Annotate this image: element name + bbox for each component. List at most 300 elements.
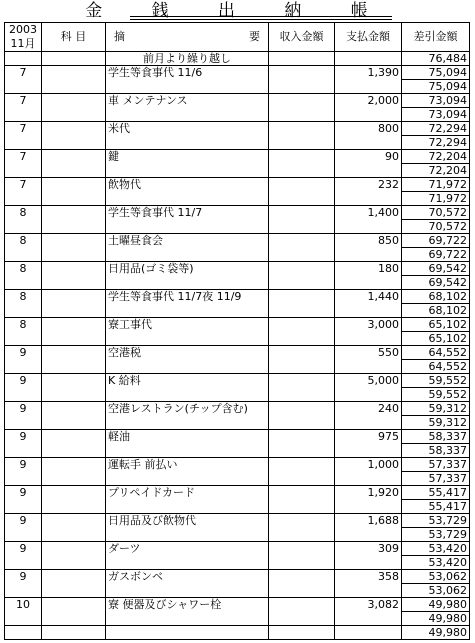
balance-cell: 64,552 bbox=[402, 346, 470, 360]
empty-cell bbox=[42, 192, 106, 206]
table-row-carry bbox=[5, 304, 470, 318]
empty-cell bbox=[42, 80, 106, 94]
description-cell bbox=[106, 626, 269, 640]
empty-cell bbox=[106, 444, 269, 458]
carried-balance-cell: 68,102 bbox=[402, 304, 470, 318]
description-cell: ガスボンベ bbox=[106, 570, 269, 584]
carried-balance-cell: 59,552 bbox=[402, 388, 470, 402]
description-cell: 飲物代 bbox=[106, 178, 269, 192]
description-header-right: 要 bbox=[249, 30, 260, 43]
table-row-carry bbox=[5, 500, 470, 514]
balance-cell: 75,094 bbox=[402, 66, 470, 80]
empty-cell bbox=[106, 388, 269, 402]
empty-cell bbox=[335, 444, 402, 458]
empty-cell bbox=[106, 80, 269, 94]
balance-cell: 72,204 bbox=[402, 150, 470, 164]
empty-cell bbox=[106, 108, 269, 122]
empty-cell bbox=[335, 192, 402, 206]
empty-cell bbox=[335, 304, 402, 318]
table-row bbox=[5, 94, 470, 108]
month-cell: 9 bbox=[5, 570, 42, 584]
description-cell: 車 メンテナンス bbox=[106, 94, 269, 108]
empty-cell bbox=[5, 556, 42, 570]
expense-cell: 5,000 bbox=[335, 374, 402, 388]
balance-cell: 53,729 bbox=[402, 514, 470, 528]
expense-cell: 1,688 bbox=[335, 514, 402, 528]
income-cell bbox=[269, 598, 335, 612]
account-cell bbox=[42, 122, 106, 136]
month-cell: 8 bbox=[5, 318, 42, 332]
empty-cell bbox=[269, 220, 335, 234]
month-cell bbox=[5, 626, 42, 640]
table-row bbox=[5, 290, 470, 304]
table-row-carry bbox=[5, 136, 470, 150]
expense-cell: 1,920 bbox=[335, 486, 402, 500]
account-cell bbox=[42, 150, 106, 164]
empty-cell bbox=[335, 108, 402, 122]
table-row-carry bbox=[5, 164, 470, 178]
table-row-carry bbox=[5, 248, 470, 262]
empty-cell bbox=[42, 444, 106, 458]
income-cell bbox=[269, 346, 335, 360]
expense-header: 支払金額 bbox=[335, 23, 402, 52]
balance-cell: 59,312 bbox=[402, 402, 470, 416]
empty-cell bbox=[269, 108, 335, 122]
empty-cell bbox=[106, 500, 269, 514]
month-cell: 7 bbox=[5, 178, 42, 192]
account-cell bbox=[42, 570, 106, 584]
table-row bbox=[5, 570, 470, 584]
table-row bbox=[5, 66, 470, 80]
table-row-carry bbox=[5, 612, 470, 626]
balance-cell: 72,294 bbox=[402, 122, 470, 136]
empty-cell bbox=[5, 360, 42, 374]
balance-cell: 53,420 bbox=[402, 542, 470, 556]
table-row-carry bbox=[5, 108, 470, 122]
carried-balance-cell: 49,980 bbox=[402, 612, 470, 626]
balance-cell: 69,542 bbox=[402, 262, 470, 276]
balance-cell: 55,417 bbox=[402, 486, 470, 500]
account-cell bbox=[42, 598, 106, 612]
empty-cell bbox=[269, 584, 335, 598]
empty-cell bbox=[269, 416, 335, 430]
empty-cell bbox=[269, 248, 335, 262]
table-row bbox=[5, 346, 470, 360]
carried-balance-cell: 58,337 bbox=[402, 444, 470, 458]
description-cell: 空港税 bbox=[106, 346, 269, 360]
empty-cell bbox=[106, 304, 269, 318]
month-cell: 10 bbox=[5, 598, 42, 612]
empty-cell bbox=[5, 192, 42, 206]
month-cell: 8 bbox=[5, 234, 42, 248]
empty-cell bbox=[5, 388, 42, 402]
carried-balance-cell: 70,572 bbox=[402, 220, 470, 234]
table-row-carry bbox=[5, 528, 470, 542]
expense-cell: 240 bbox=[335, 402, 402, 416]
expense-cell: 358 bbox=[335, 570, 402, 584]
empty-cell bbox=[335, 584, 402, 598]
table-row-carry bbox=[5, 220, 470, 234]
description-cell: K 給料 bbox=[106, 374, 269, 388]
table-row-carry bbox=[5, 276, 470, 290]
empty-cell bbox=[335, 220, 402, 234]
month-cell: 8 bbox=[5, 206, 42, 220]
account-cell bbox=[42, 402, 106, 416]
expense-cell: 180 bbox=[335, 262, 402, 276]
empty-cell bbox=[335, 612, 402, 626]
description-cell: 学生等食事代 11/6 bbox=[106, 66, 269, 80]
empty-cell bbox=[42, 360, 106, 374]
month-cell: 9 bbox=[5, 430, 42, 444]
empty-cell bbox=[106, 528, 269, 542]
income-cell bbox=[269, 122, 335, 136]
balance-cell: 76,484 bbox=[402, 52, 470, 66]
empty-cell bbox=[269, 556, 335, 570]
month-cell: 9 bbox=[5, 346, 42, 360]
empty-cell bbox=[5, 276, 42, 290]
description-cell: 学生等食事代 11/7 bbox=[106, 206, 269, 220]
account-cell bbox=[42, 94, 106, 108]
table-row bbox=[5, 234, 470, 248]
table-row-carry bbox=[5, 472, 470, 486]
income-cell bbox=[269, 290, 335, 304]
carried-balance-cell: 75,094 bbox=[402, 80, 470, 94]
description-cell: 軽油 bbox=[106, 430, 269, 444]
table-row bbox=[5, 150, 470, 164]
empty-cell bbox=[42, 332, 106, 346]
table-row bbox=[5, 598, 470, 612]
title-underline-bottom bbox=[130, 19, 392, 20]
carried-balance-cell: 69,722 bbox=[402, 248, 470, 262]
income-cell bbox=[269, 570, 335, 584]
empty-cell bbox=[5, 164, 42, 178]
month-cell: 7 bbox=[5, 66, 42, 80]
empty-cell bbox=[335, 248, 402, 262]
description-cell: 寮工事代 bbox=[106, 318, 269, 332]
description-cell: 日用品(ゴミ袋等) bbox=[106, 262, 269, 276]
expense-cell: 309 bbox=[335, 542, 402, 556]
description-header bbox=[106, 23, 269, 52]
carried-balance-cell: 59,312 bbox=[402, 416, 470, 430]
income-cell bbox=[269, 626, 335, 640]
expense-cell: 550 bbox=[335, 346, 402, 360]
expense-cell bbox=[335, 626, 402, 640]
empty-cell bbox=[106, 360, 269, 374]
carried-balance-cell: 53,420 bbox=[402, 556, 470, 570]
empty-cell bbox=[269, 388, 335, 402]
table-row-carry bbox=[5, 332, 470, 346]
carried-balance-cell: 72,204 bbox=[402, 164, 470, 178]
empty-cell bbox=[106, 136, 269, 150]
description-cell: 学生等食事代 11/7夜 11/9 bbox=[106, 290, 269, 304]
description-cell: 運転手 前払い bbox=[106, 458, 269, 472]
income-header: 収入金額 bbox=[269, 23, 335, 52]
empty-cell bbox=[269, 500, 335, 514]
month-cell: 9 bbox=[5, 374, 42, 388]
table-row-carry bbox=[5, 192, 470, 206]
empty-cell bbox=[335, 360, 402, 374]
table-row bbox=[5, 374, 470, 388]
empty-cell bbox=[42, 276, 106, 290]
expense-cell: 3,000 bbox=[335, 318, 402, 332]
empty-cell bbox=[335, 500, 402, 514]
month-header: 11月 bbox=[10, 37, 36, 50]
account-cell bbox=[42, 458, 106, 472]
description-cell: 寮 便器及びシャワー栓 bbox=[106, 598, 269, 612]
balance-cell: 49,980 bbox=[402, 626, 470, 640]
empty-cell bbox=[269, 472, 335, 486]
description-header-left: 摘 bbox=[114, 30, 125, 43]
balance-header: 差引金額 bbox=[402, 23, 470, 52]
month-cell: 9 bbox=[5, 486, 42, 500]
expense-cell: 975 bbox=[335, 430, 402, 444]
empty-cell bbox=[106, 276, 269, 290]
empty-cell bbox=[269, 444, 335, 458]
income-cell bbox=[269, 234, 335, 248]
description-cell: プリペイドカード bbox=[106, 486, 269, 500]
empty-cell bbox=[5, 472, 42, 486]
empty-cell bbox=[269, 528, 335, 542]
empty-cell bbox=[42, 528, 106, 542]
account-cell bbox=[42, 346, 106, 360]
empty-cell bbox=[5, 80, 42, 94]
expense-cell: 90 bbox=[335, 150, 402, 164]
balance-cell: 57,337 bbox=[402, 458, 470, 472]
table-row-carry bbox=[5, 444, 470, 458]
carried-balance-cell: 72,294 bbox=[402, 136, 470, 150]
empty-cell bbox=[335, 472, 402, 486]
account-cell bbox=[42, 66, 106, 80]
empty-cell bbox=[269, 332, 335, 346]
carried-balance-cell: 57,337 bbox=[402, 472, 470, 486]
empty-cell bbox=[335, 528, 402, 542]
year-header: 2003 bbox=[9, 23, 37, 36]
empty-cell bbox=[5, 248, 42, 262]
table-row-carry bbox=[5, 80, 470, 94]
month-cell: 8 bbox=[5, 262, 42, 276]
empty-cell bbox=[42, 500, 106, 514]
empty-cell bbox=[106, 332, 269, 346]
month-cell: 9 bbox=[5, 514, 42, 528]
empty-cell bbox=[335, 416, 402, 430]
description-cell: 空港レストラン(チップ含む) bbox=[106, 402, 269, 416]
table-row bbox=[5, 262, 470, 276]
empty-cell bbox=[5, 584, 42, 598]
income-cell bbox=[269, 402, 335, 416]
carried-balance-cell: 73,094 bbox=[402, 108, 470, 122]
empty-cell bbox=[269, 360, 335, 374]
balance-cell: 58,337 bbox=[402, 430, 470, 444]
empty-cell bbox=[5, 136, 42, 150]
empty-cell bbox=[5, 332, 42, 346]
empty-cell bbox=[269, 276, 335, 290]
ledger-body bbox=[5, 52, 470, 640]
carried-balance-cell: 71,972 bbox=[402, 192, 470, 206]
month-cell: 7 bbox=[5, 94, 42, 108]
expense-cell bbox=[335, 52, 402, 66]
expense-cell: 850 bbox=[335, 234, 402, 248]
title-underline-top bbox=[130, 16, 392, 17]
account-header: 科 目 bbox=[42, 23, 106, 52]
empty-cell bbox=[335, 164, 402, 178]
table-row-carry bbox=[5, 556, 470, 570]
empty-cell bbox=[106, 416, 269, 430]
empty-cell bbox=[5, 444, 42, 458]
table-row-carry bbox=[5, 388, 470, 402]
income-cell bbox=[269, 374, 335, 388]
empty-cell bbox=[42, 584, 106, 598]
account-cell bbox=[42, 374, 106, 388]
account-cell bbox=[42, 486, 106, 500]
empty-cell bbox=[42, 136, 106, 150]
header-row bbox=[5, 23, 470, 52]
empty-cell bbox=[269, 80, 335, 94]
table-row bbox=[5, 430, 470, 444]
empty-cell bbox=[42, 220, 106, 234]
empty-cell bbox=[42, 304, 106, 318]
empty-cell bbox=[106, 220, 269, 234]
empty-cell bbox=[42, 164, 106, 178]
expense-cell: 1,000 bbox=[335, 458, 402, 472]
empty-cell bbox=[269, 304, 335, 318]
balance-cell: 65,102 bbox=[402, 318, 470, 332]
description-cell: 土曜昼食会 bbox=[106, 234, 269, 248]
empty-cell bbox=[5, 528, 42, 542]
empty-cell bbox=[42, 388, 106, 402]
description-cell: 前月より繰り越し bbox=[106, 52, 269, 66]
empty-cell bbox=[335, 276, 402, 290]
empty-cell bbox=[269, 136, 335, 150]
balance-cell: 53,062 bbox=[402, 570, 470, 584]
account-cell bbox=[42, 514, 106, 528]
empty-cell bbox=[42, 416, 106, 430]
account-cell bbox=[42, 262, 106, 276]
income-cell bbox=[269, 52, 335, 66]
income-cell bbox=[269, 430, 335, 444]
account-cell bbox=[42, 318, 106, 332]
table-row-carry bbox=[5, 360, 470, 374]
empty-cell bbox=[335, 556, 402, 570]
carried-balance-cell: 64,552 bbox=[402, 360, 470, 374]
empty-cell bbox=[106, 248, 269, 262]
expense-cell: 2,000 bbox=[335, 94, 402, 108]
income-cell bbox=[269, 458, 335, 472]
table-row bbox=[5, 542, 470, 556]
table-row bbox=[5, 206, 470, 220]
empty-cell bbox=[335, 388, 402, 402]
empty-cell bbox=[5, 612, 42, 626]
account-cell bbox=[42, 542, 106, 556]
account-cell bbox=[42, 234, 106, 248]
expense-cell: 232 bbox=[335, 178, 402, 192]
year-month-header bbox=[5, 23, 42, 52]
expense-cell: 1,390 bbox=[335, 66, 402, 80]
carried-balance-cell: 53,062 bbox=[402, 584, 470, 598]
empty-cell bbox=[5, 500, 42, 514]
balance-cell: 71,972 bbox=[402, 178, 470, 192]
expense-cell: 1,440 bbox=[335, 290, 402, 304]
table-row-carry bbox=[5, 584, 470, 598]
cash-ledger-table bbox=[4, 22, 470, 640]
balance-cell: 68,102 bbox=[402, 290, 470, 304]
table-row bbox=[5, 122, 470, 136]
account-cell bbox=[42, 206, 106, 220]
month-cell: 9 bbox=[5, 402, 42, 416]
expense-cell: 800 bbox=[335, 122, 402, 136]
income-cell bbox=[269, 486, 335, 500]
table-row bbox=[5, 402, 470, 416]
month-cell: 7 bbox=[5, 150, 42, 164]
empty-cell bbox=[335, 80, 402, 94]
income-cell bbox=[269, 318, 335, 332]
empty-cell bbox=[42, 108, 106, 122]
ledger-title: 金 銭 出 納 帳 bbox=[85, 1, 390, 21]
balance-cell: 49,980 bbox=[402, 598, 470, 612]
empty-cell bbox=[42, 556, 106, 570]
table-row bbox=[5, 52, 470, 66]
empty-cell bbox=[5, 416, 42, 430]
expense-cell: 3,082 bbox=[335, 598, 402, 612]
empty-cell bbox=[106, 556, 269, 570]
empty-cell bbox=[335, 332, 402, 346]
carried-balance-cell: 55,417 bbox=[402, 500, 470, 514]
balance-cell: 69,722 bbox=[402, 234, 470, 248]
month-cell: 9 bbox=[5, 542, 42, 556]
month-cell: 9 bbox=[5, 458, 42, 472]
empty-cell bbox=[106, 472, 269, 486]
empty-cell bbox=[106, 612, 269, 626]
empty-cell bbox=[106, 584, 269, 598]
empty-cell bbox=[106, 164, 269, 178]
description-cell: ダーツ bbox=[106, 542, 269, 556]
empty-cell bbox=[42, 472, 106, 486]
account-cell bbox=[42, 430, 106, 444]
income-cell bbox=[269, 94, 335, 108]
table-row bbox=[5, 178, 470, 192]
account-cell bbox=[42, 290, 106, 304]
account-cell bbox=[42, 178, 106, 192]
account-cell bbox=[42, 626, 106, 640]
income-cell bbox=[269, 262, 335, 276]
empty-cell bbox=[42, 248, 106, 262]
income-cell bbox=[269, 542, 335, 556]
table-row bbox=[5, 318, 470, 332]
expense-cell: 1,400 bbox=[335, 206, 402, 220]
empty-cell bbox=[269, 612, 335, 626]
carried-balance-cell: 53,729 bbox=[402, 528, 470, 542]
empty-cell bbox=[5, 220, 42, 234]
month-cell: 7 bbox=[5, 122, 42, 136]
table-row bbox=[5, 458, 470, 472]
month-cell bbox=[5, 52, 42, 66]
balance-cell: 70,572 bbox=[402, 206, 470, 220]
empty-cell bbox=[106, 192, 269, 206]
empty-cell bbox=[269, 164, 335, 178]
description-cell: 鍵 bbox=[106, 150, 269, 164]
empty-cell bbox=[42, 612, 106, 626]
income-cell bbox=[269, 178, 335, 192]
carried-balance-cell: 69,542 bbox=[402, 276, 470, 290]
table-row bbox=[5, 514, 470, 528]
empty-cell bbox=[269, 192, 335, 206]
description-cell: 日用品及び飲物代 bbox=[106, 514, 269, 528]
balance-cell: 59,552 bbox=[402, 374, 470, 388]
income-cell bbox=[269, 66, 335, 80]
balance-cell: 73,094 bbox=[402, 94, 470, 108]
income-cell bbox=[269, 514, 335, 528]
table-row bbox=[5, 626, 470, 640]
table-row-carry bbox=[5, 416, 470, 430]
